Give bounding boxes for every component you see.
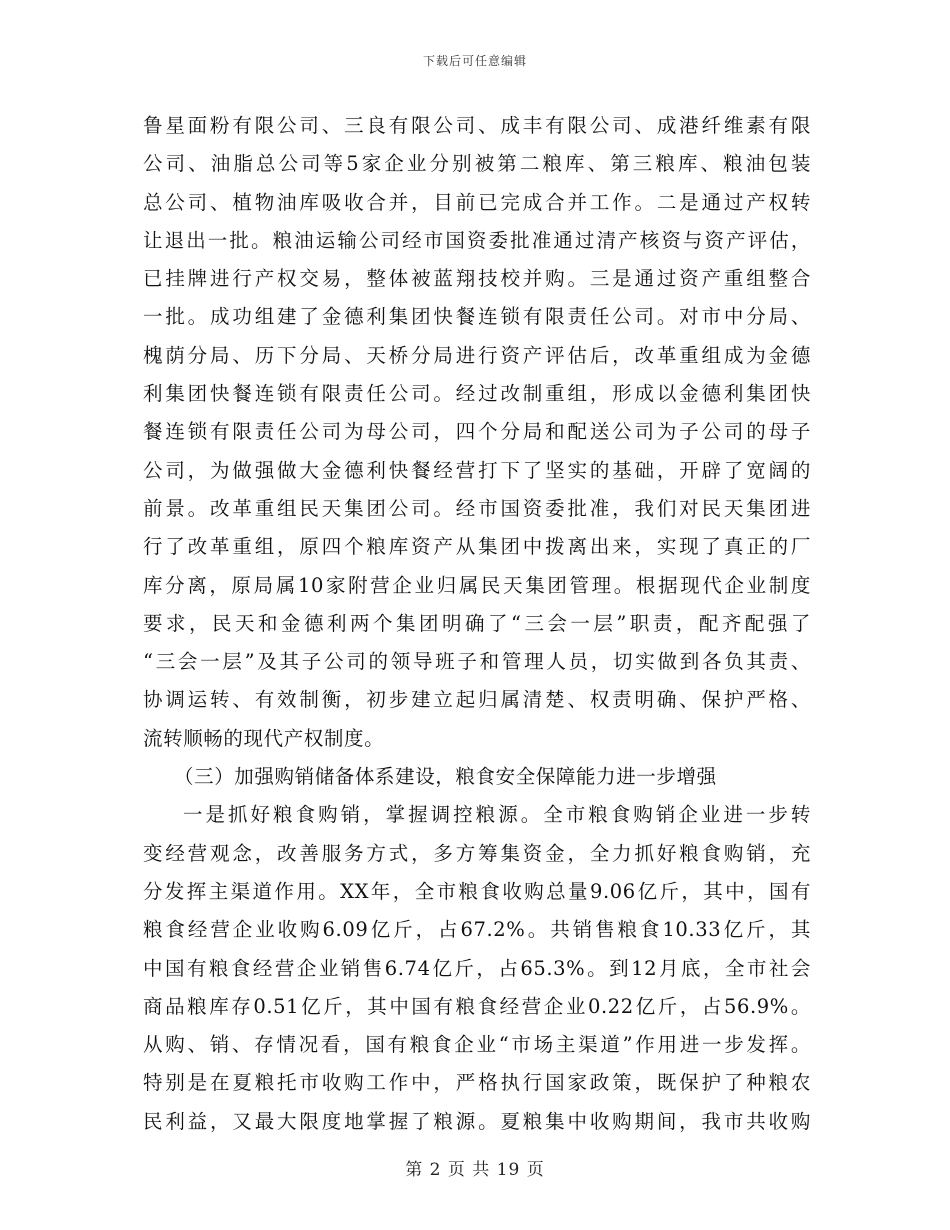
text-line: 流转顺畅的现代产权制度。 (143, 726, 385, 750)
document-body (143, 107, 811, 1141)
text-line: 公司、油脂总公司等5家企业分别被第二粮库、第三粮库、粮油包装 (143, 152, 811, 176)
text-line: 一是抓好粮食购销，掌握调控粮源。全市粮食购销企业进一步转 (183, 803, 811, 827)
page-header: 下载后可任意编辑 (422, 54, 527, 68)
text-line: 从购、销、存情况看，国有粮食企业“市场主渠道”作用进一步发挥。 (143, 1033, 811, 1057)
text-line: 协调运转、有效制衡，初步建立起归属清楚、权责明确、保护严格、 (143, 688, 811, 712)
text-line: 前景。改革重组民天集团公司。经市国资委批准，我们对民天集团进 (143, 496, 811, 520)
text-line: 公司，为做强做大金德利快餐经营打下了坚实的基础，开辟了宽阔的 (143, 458, 811, 482)
text-line: 槐荫分局、历下分局、天桥分局进行资产评估后，改革重组成为金德 (143, 343, 811, 367)
text-line: 特别是在夏粮托市收购工作中，严格执行国家政策，既保护了种粮农 (143, 1071, 811, 1095)
section-heading: （三）加强购销储备体系建设，粮食安全保障能力进一步增强 (174, 765, 717, 789)
text-line: 鲁星面粉有限公司、三良有限公司、成丰有限公司、成港纤维素有限 (143, 114, 811, 137)
text-line: 库分离，原局属10家附营企业归属民天集团管理。根据现代企业制度 (143, 573, 811, 597)
text-line: 利集团快餐连锁有限责任公司。经过改制重组，形成以金德利集团快 (143, 382, 811, 406)
text-line: 要求，民天和金德利两个集团明确了“三会一层”职责，配齐配强了 (143, 611, 811, 635)
text-line: 商品粮库存0.51亿斤，其中国有粮食经营企业0.22亿斤，占56.9%。 (143, 994, 811, 1018)
text-line: 民利益，又最大限度地掌握了粮源。夏粮集中收购期间，我市共收购 (143, 1109, 811, 1133)
text-line: 中国有粮食经营企业销售6.74亿斤，占65.3%。到12月底，全市社会 (143, 956, 811, 980)
page-number-footer: 第 2 页 共 19 页 (405, 1160, 545, 1180)
text-line: 已挂牌进行产权交易，整体被蓝翔技校并购。三是通过资产重组整合 (143, 267, 811, 291)
text-line: 行了改革重组，原四个粮库资产从集团中拨离出来，实现了真正的厂 (143, 535, 811, 559)
text-line: 让退出一批。粮油运输公司经市国资委批准通过清产核资与资产评估， (143, 228, 811, 252)
text-line: 变经营观念，改善服务方式，多方筹集资金，全力抓好粮食购销，充 (143, 841, 811, 865)
text-line: “三会一层”及其子公司的领导班子和管理人员，切实做到各负其责、 (143, 650, 811, 674)
text-line: 一批。成功组建了金德利集团快餐连锁有限责任公司。对市中分局、 (143, 305, 811, 329)
text-line: 总公司、植物油库吸收合并，目前已完成合并工作。二是通过产权转 (143, 190, 811, 214)
text-line: 餐连锁有限责任公司为母公司，四个分局和配送公司为子公司的母子 (143, 420, 811, 444)
text-line: 分发挥主渠道作用。XX年，全市粮食收购总量9.06亿斤，其中，国有 (143, 879, 811, 903)
text-line: 粮食经营企业收购6.09亿斤，占67.2%。共销售粮食10.33亿斤，其 (143, 918, 811, 942)
